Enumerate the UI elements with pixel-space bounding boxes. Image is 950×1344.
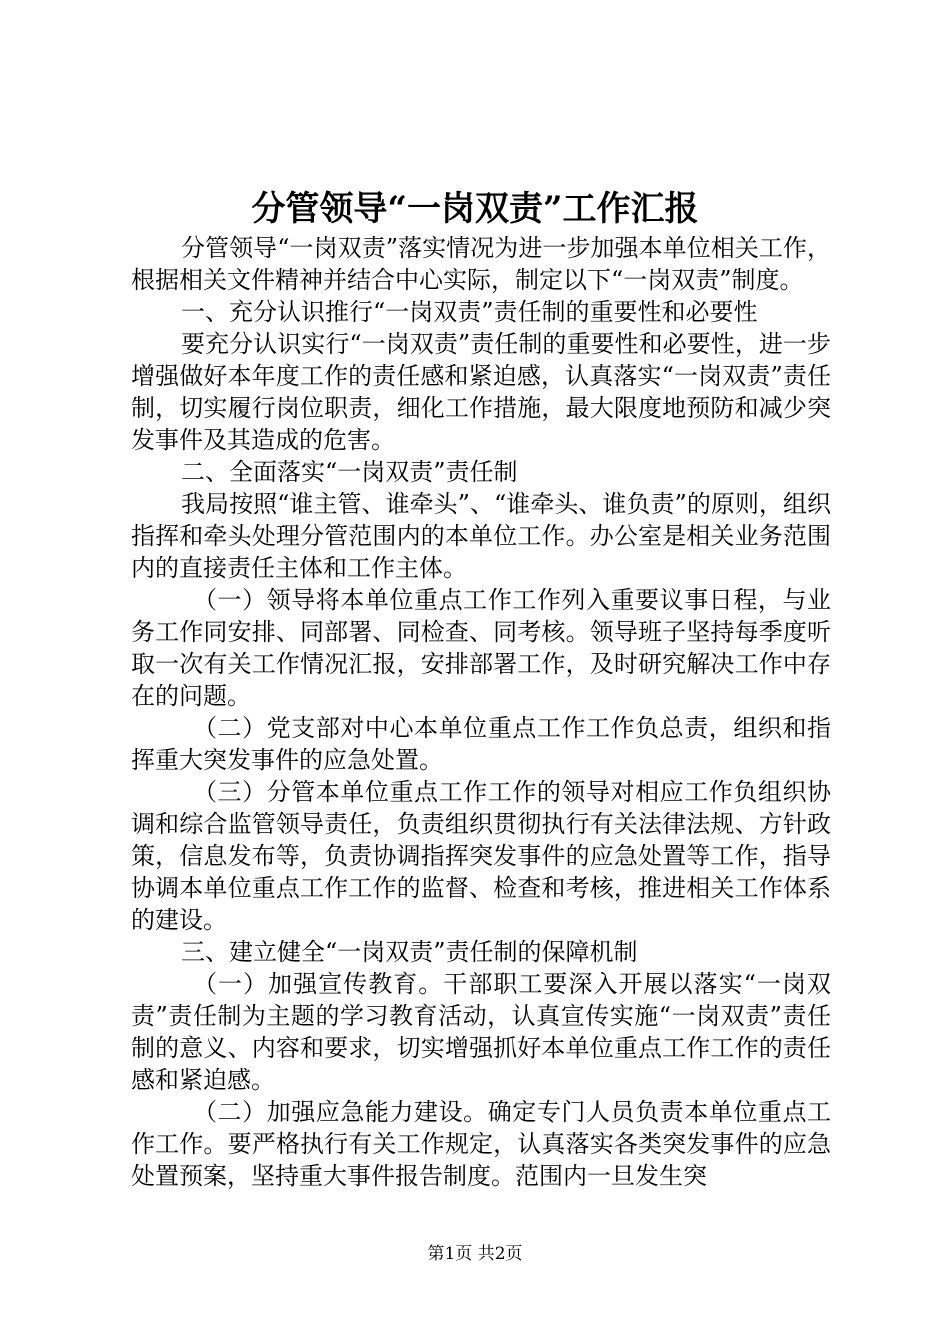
paragraph-item: （二）党支部对中心本单位重点工作工作负总责，组织和指挥重大突发事件的应急处置。 bbox=[131, 714, 831, 774]
page-footer: 第1页 共2页 bbox=[427, 1244, 523, 1264]
section-heading-3: 三、建立健全“一岗双责”责任制的保障机制 bbox=[181, 938, 638, 966]
paragraph: 我局按照“谁主管、谁牵头”、“谁牵头、谁负责”的原则，组织指挥和牵头处理分管范围内的本单位工作。办公室是相关业务范围内的直接责任主体和工作主体。 bbox=[131, 490, 831, 582]
paragraph-item: （一）加强宣传教育。干部职工要深入开展以落实“一岗双责”责任制为主题的学习教育活动，认真宣传实施“一岗双责”责任制的意义、内容和要求，切实增强抓好本单位重点工作工作的责任感和紧迫感。 bbox=[131, 970, 831, 1094]
section-heading-2: 二、全面落实“一岗双责”责任制 bbox=[181, 458, 518, 486]
document-body bbox=[131, 232, 831, 1192]
paragraph: 要充分认识实行“一岗双责”责任制的重要性和必要性，进一步增强做好本年度工作的责任感和紧迫感，认真落实“一岗双责”责任制，切实履行岗位职责，细化工作措施，最大限度地预防和减少突发事件及其造成的危害。 bbox=[131, 330, 831, 454]
paragraph-item: （二）加强应急能力建设。确定专门人员负责本单位重点工作工作。要严格执行有关工作规定，认真落实各类突发事件的应急处置预案，坚持重大事件报告制度。范围内一旦发生突 bbox=[131, 1098, 831, 1190]
paragraph-item: （一）领导将本单位重点工作工作列入重要议事日程，与业务工作同安排、同部署、同检查、同考核。领导班子坚持每季度听取一次有关工作情况汇报，安排部署工作，及时研究解决工作中存在的问题。 bbox=[131, 586, 831, 710]
document-title: 分管领导“一岗双责”工作汇报 bbox=[251, 189, 699, 229]
paragraph-intro: 分管领导“一岗双责”落实情况为进一步加强本单位相关工作，根据相关文件精神并结合中心实际，制定以下“一岗双责”制度。 bbox=[131, 234, 831, 294]
paragraph-item: （三）分管本单位重点工作工作的领导对相应工作负组织协调和综合监管领导责任，负责组织贯彻执行有关法律法规、方针政策，信息发布等，负责协调指挥突发事件的应急处置等工作，指导协调本单位重点工作工作的监督、检查和考核，推进相关工作体系的建设。 bbox=[131, 778, 831, 934]
section-heading-1: 一、充分认识推行“一岗双责”责任制的重要性和必要性 bbox=[181, 298, 758, 326]
